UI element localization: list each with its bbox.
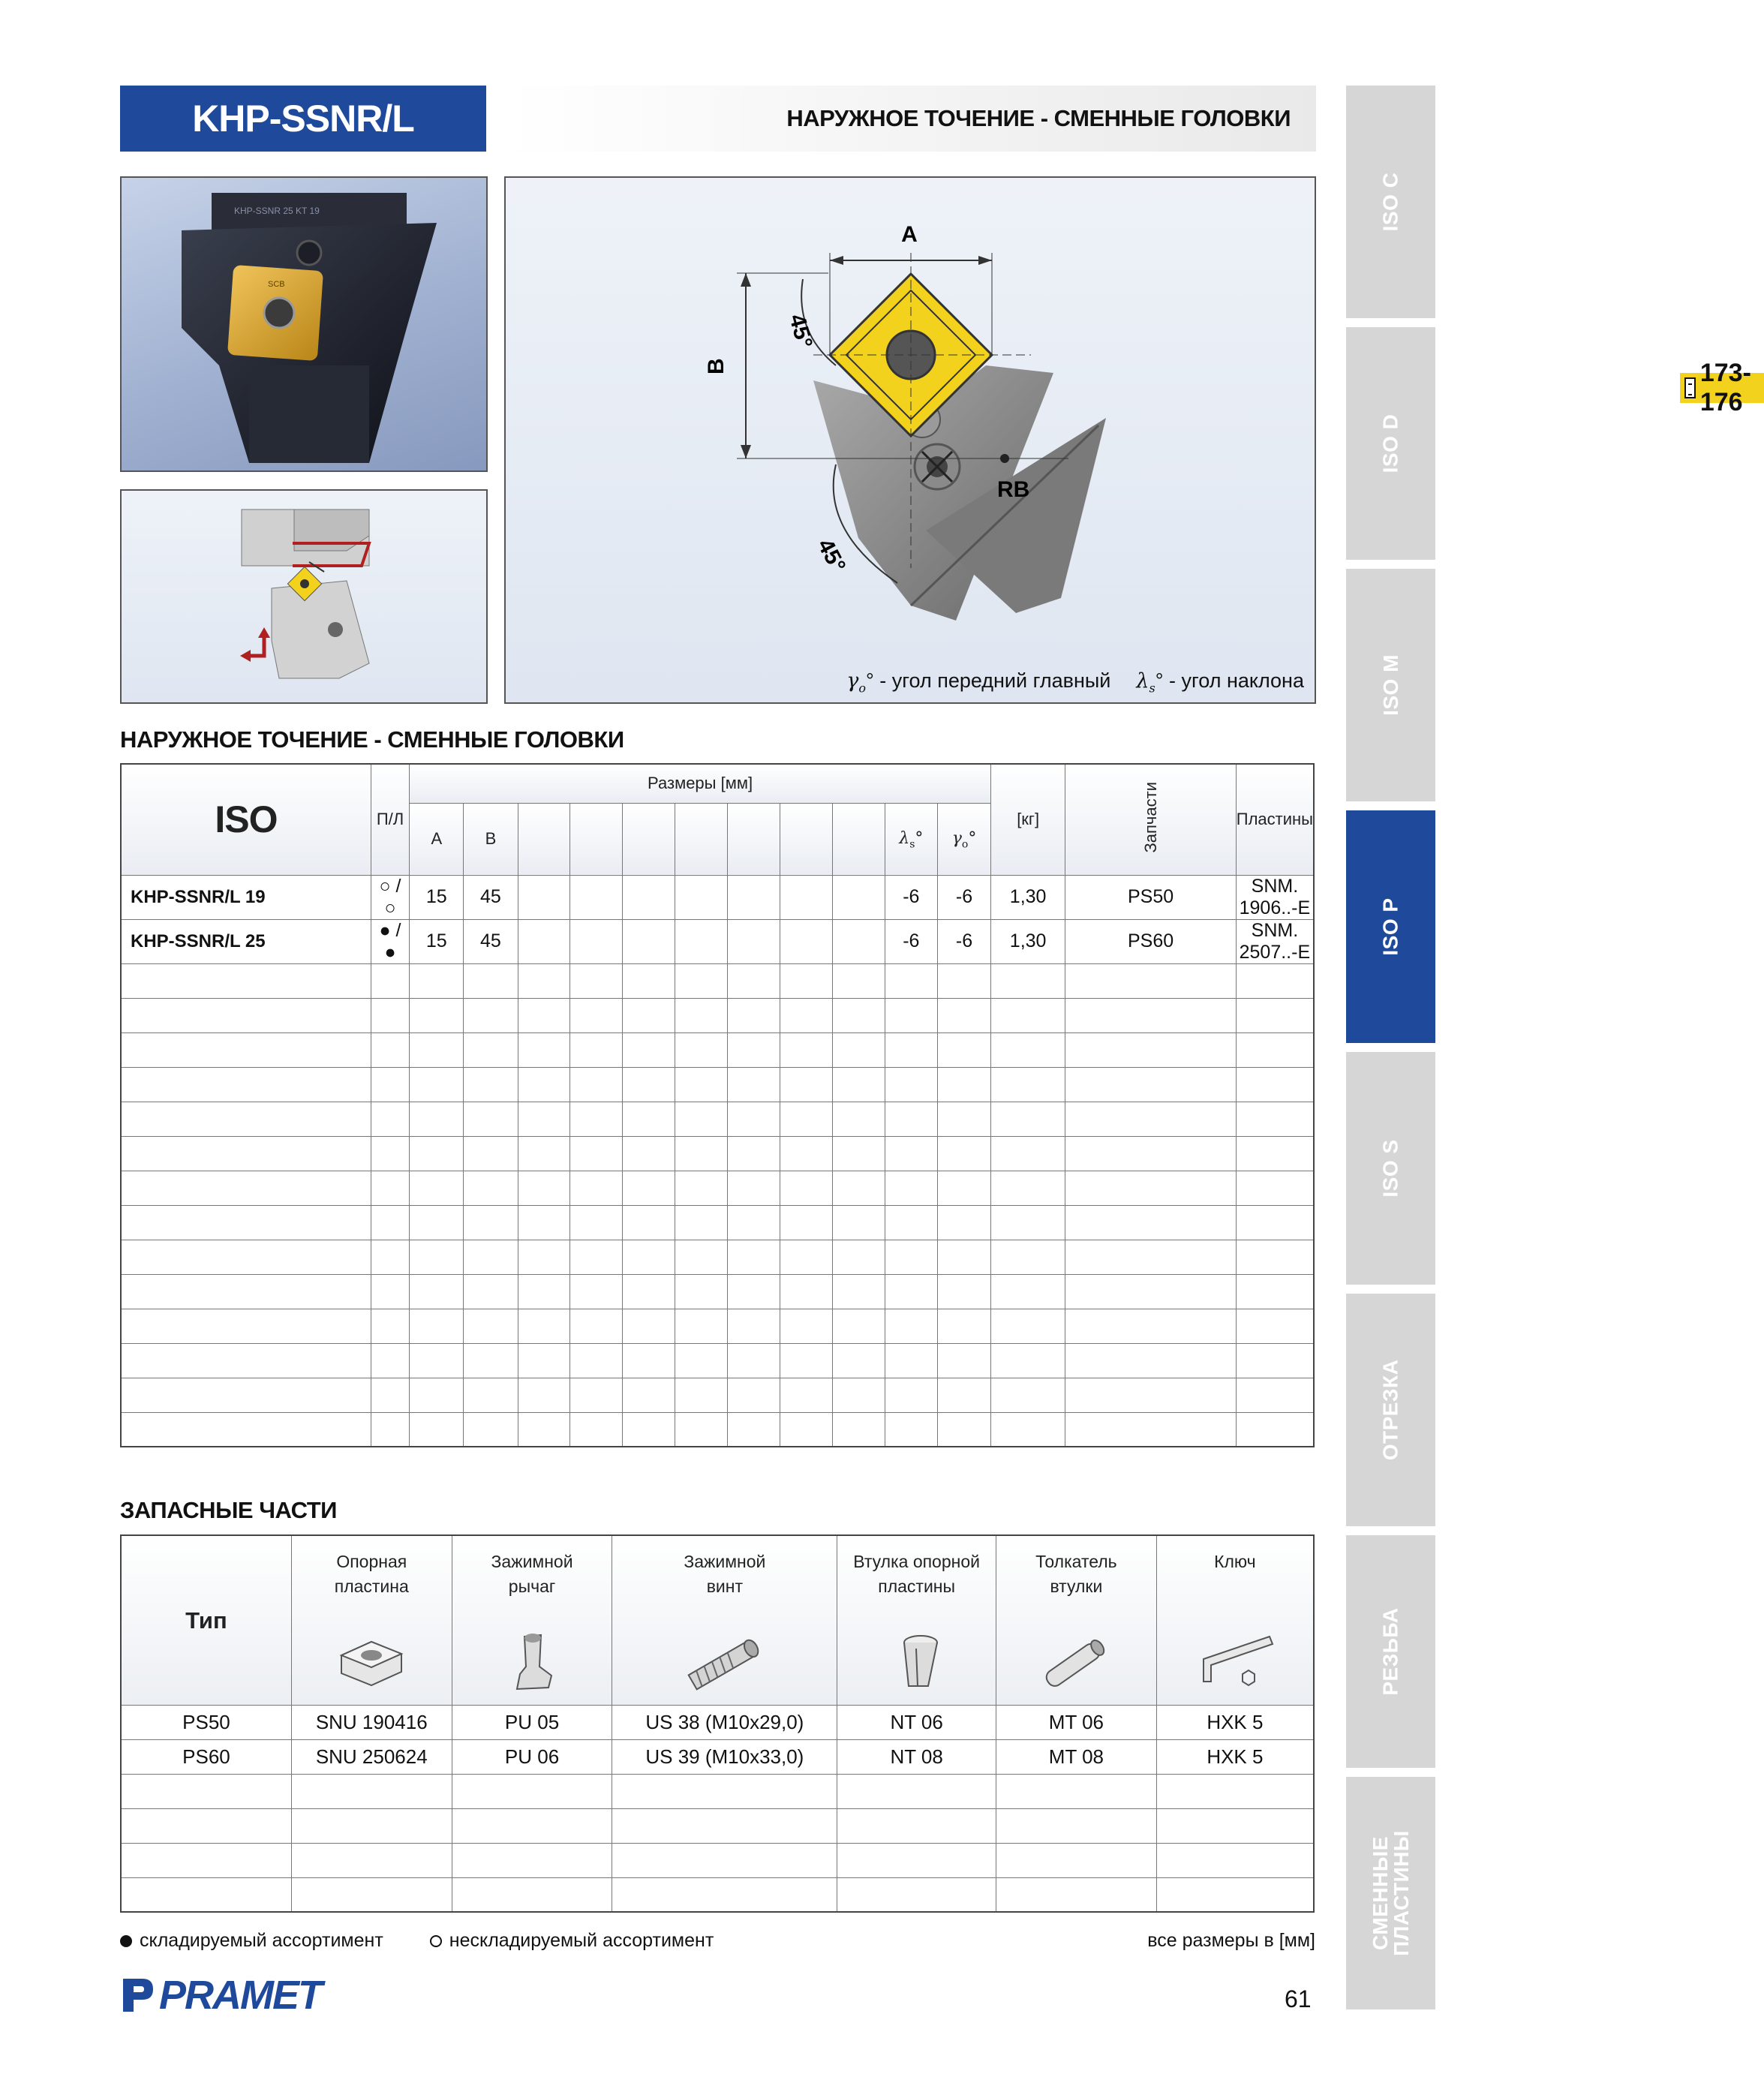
col-inserts: Пластины: [1236, 764, 1314, 875]
svg-text:A: A: [901, 222, 918, 247]
empty-row: [121, 963, 1314, 998]
empty-row: [121, 1067, 1314, 1102]
table-row: KHP-SSNR/L 25 ● / ● 15 45 -6 -6 1,30 PS60 SNM. 2507..-E: [121, 919, 1314, 963]
empty-row: [121, 1205, 1314, 1240]
col-kg: [кг]: [990, 764, 1065, 875]
tool-head-illustration: [122, 178, 489, 473]
col-sleeve: Втулка опорной пластины: [837, 1535, 996, 1705]
availability-legend: складируемый ассортимент нескладируемый ассортимент: [120, 1930, 714, 1952]
empty-row: [121, 1378, 1314, 1412]
document-icon: [1684, 377, 1696, 398]
col-lambda: $\lambda_s^\circ$: [885, 803, 938, 875]
insert-geometry-drawing: [506, 178, 1318, 658]
empty-row: [121, 1412, 1314, 1447]
holders-table: [120, 763, 1315, 1447]
spares-table: [120, 1534, 1315, 1913]
shim-sleeve-icon: [883, 1629, 951, 1697]
angle-legend: $\gamma_o^\circ$ - угол передний главный $\lambda_s^\circ$ - угол наклона: [846, 669, 1304, 695]
tab-threading[interactable]: РЕЗЬБА: [1346, 1535, 1435, 1768]
page-reference[interactable]: 173-176: [1680, 373, 1764, 403]
col-a: A: [410, 803, 464, 875]
svg-text:45°: 45°: [812, 534, 851, 577]
empty-row: [121, 998, 1314, 1032]
svg-text:B: B: [704, 358, 729, 374]
svg-text:45°: 45°: [784, 311, 817, 351]
empty-rows: [121, 963, 1314, 1447]
empty-row: [121, 1240, 1314, 1274]
empty-row: [121, 1877, 1314, 1912]
units-note: все размеры в [мм]: [1147, 1930, 1315, 1951]
col-dimensions: Размеры [мм]: [410, 764, 991, 803]
col-lever: Зажимной рычаг: [452, 1535, 612, 1705]
col-spares: Запчасти: [1065, 764, 1236, 875]
tab-iso-m[interactable]: ISO M: [1346, 569, 1435, 801]
svg-text:KHP-SSNR 25 KT 19: KHP-SSNR 25 KT 19: [234, 206, 320, 216]
lambda-symbol: $\lambda_s$: [1136, 669, 1155, 695]
product-photo: [120, 176, 488, 472]
tab-iso-s[interactable]: ISO S: [1346, 1052, 1435, 1285]
col-rl: П/Л: [371, 764, 409, 875]
empty-row: [121, 1171, 1314, 1205]
table-row: PS50 SNU 190416 PU 05 US 38 (M10x29,0) NT 06 MT 06 HXK 5: [121, 1705, 1314, 1739]
col-type: Тип: [121, 1535, 291, 1705]
col-shim: Опорная пластина: [291, 1535, 452, 1705]
col-b: B: [464, 803, 518, 875]
clamp-screw-icon: [672, 1629, 777, 1697]
empty-row: [121, 1309, 1314, 1343]
clamp-lever-icon: [494, 1629, 569, 1697]
shim-plate-icon: [334, 1633, 409, 1693]
empty-row: [121, 1774, 1314, 1808]
empty-row: [121, 1343, 1314, 1378]
stock-dot-icon: [120, 1935, 132, 1947]
svg-text:SCB: SCB: [268, 280, 285, 289]
table-row: PS60 SNU 250624 PU 06 US 39 (M10x33,0) NT 08 MT 08 HXK 5: [121, 1739, 1314, 1774]
col-gamma: $\gamma_o^\circ$: [938, 803, 991, 875]
empty-row: [121, 1808, 1314, 1843]
nonstock-dot-icon: [430, 1935, 442, 1947]
pramet-mark-icon: [120, 1976, 156, 2015]
gamma-symbol: $\gamma_o$: [846, 669, 866, 695]
table-row: KHP-SSNR/L 19 ○ / ○ 15 45 -6 -6 1,30 PS50 SNM. 1906..-E: [121, 875, 1314, 919]
empty-row: [121, 1032, 1314, 1067]
tab-iso-p[interactable]: ISO P: [1346, 810, 1435, 1043]
product-title: KHP-SSNR/L: [120, 86, 486, 152]
tab-inserts[interactable]: СМЕННЫЕ ПЛАСТИНЫ: [1346, 1777, 1435, 2009]
col-screw: Зажимной винт: [612, 1535, 837, 1705]
tab-parting[interactable]: ОТРЕЗКА: [1346, 1294, 1435, 1526]
sleeve-pusher-icon: [1035, 1629, 1117, 1697]
hex-key-icon: [1190, 1629, 1280, 1697]
col-key: Ключ: [1156, 1535, 1314, 1705]
spares-table-heading: ЗАПАСНЫЕ ЧАСТИ: [120, 1497, 337, 1523]
col-pusher: Толкатель втулки: [996, 1535, 1157, 1705]
empty-row: [121, 1136, 1314, 1171]
tab-iso-d[interactable]: ISO D: [1346, 327, 1435, 560]
main-table-heading: НАРУЖНОЕ ТОЧЕНИЕ - СМЕННЫЕ ГОЛОВКИ: [120, 726, 624, 753]
empty-row: [121, 1102, 1314, 1136]
mounting-diagram: [120, 489, 488, 704]
section-banner: НАРУЖНОЕ ТОЧЕНИЕ - СМЕННЫЕ ГОЛОВКИ: [504, 86, 1316, 152]
empty-row: [121, 1274, 1314, 1309]
tab-iso-c[interactable]: ISO C: [1346, 86, 1435, 318]
svg-text:RB: RB: [997, 477, 1030, 502]
empty-rows: [121, 1774, 1314, 1912]
empty-row: [121, 1843, 1314, 1877]
page-number: 61: [1285, 1985, 1312, 2012]
col-iso: ISO: [121, 764, 371, 875]
brand-logo: PRAMET: [120, 1975, 321, 2015]
